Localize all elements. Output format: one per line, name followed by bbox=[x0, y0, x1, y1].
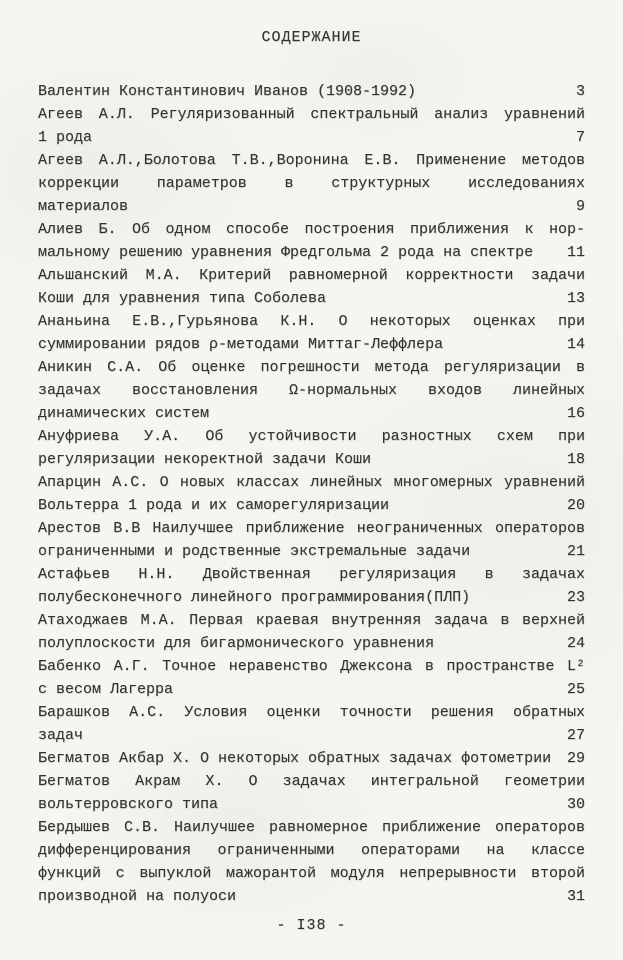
toc-entry-line: Алиев Б. Об одном способе построения приближения к нор- bbox=[38, 221, 585, 238]
toc-entry-line: суммировании рядов ρ-методами Миттаг-Леффлера bbox=[38, 336, 444, 353]
toc-entry-line: динамических систем bbox=[38, 405, 210, 422]
page-number: 16 bbox=[566, 405, 585, 422]
page-number: 27 bbox=[566, 727, 585, 744]
toc-entry bbox=[38, 747, 585, 770]
page-number: 20 bbox=[566, 497, 585, 514]
toc-entry-line: дифференцирования ограниченными операторами на классе bbox=[38, 842, 585, 859]
toc-entry-line: Вольтерра 1 рода и их саморегуляризации bbox=[38, 497, 390, 514]
toc-entry-line: Валентин Константинович Иванов (1908-1992) bbox=[38, 83, 417, 100]
toc-entry-line: Бегматов Акбар Х. О некоторых обратных задачах фотометрии bbox=[38, 750, 552, 767]
toc-entry bbox=[38, 149, 585, 218]
page-number: 13 bbox=[566, 290, 585, 307]
page-title: СОДЕРЖАНИЕ bbox=[261, 29, 362, 46]
toc-entry-line: Апарцин А.С. О новых классах линейных многомерных уравнений bbox=[38, 474, 585, 491]
toc-entry-line: Агеев А.Л. Регуляризованный спектральный анализ уравнений bbox=[38, 106, 585, 123]
toc-entry bbox=[38, 517, 585, 563]
page-number: 9 bbox=[575, 198, 585, 215]
toc-entry-line: регуляризации некоректной задачи Коши bbox=[38, 451, 372, 468]
page-number: 24 bbox=[566, 635, 585, 652]
toc-entry bbox=[38, 563, 585, 609]
toc-entry bbox=[38, 471, 585, 517]
toc-entry bbox=[38, 356, 585, 425]
toc-entry-line: Барашков А.С. Условия оценки точности решения обратных bbox=[38, 704, 585, 721]
page-number: 23 bbox=[566, 589, 585, 606]
toc-entry-line: с весом Лагерра bbox=[38, 681, 174, 698]
toc-entry-line: материалов bbox=[38, 198, 129, 215]
toc-entry-line: Бегматов Акрам Х. О задачах интегральной геометрии bbox=[38, 773, 585, 790]
toc-entry-line: Альшанский М.А. Критерий равномерной корректности задачи bbox=[38, 267, 585, 284]
toc-entry-line: Агеев А.Л.,Болотова Т.В.,Воронина Е.В. Применение методов bbox=[38, 152, 585, 169]
page-number: 11 bbox=[566, 244, 585, 261]
page-footer: - I38 - bbox=[276, 917, 347, 934]
toc-entry bbox=[38, 218, 585, 264]
toc-entry-line: Коши для уравнения типа Соболева bbox=[38, 290, 327, 307]
toc-entry-line: коррекции параметров в структурных исследованиях bbox=[38, 175, 585, 192]
toc-entry-line: Бабенко А.Г. Точное неравенство Джексона в пространстве L² bbox=[38, 658, 585, 675]
page-number: 31 bbox=[566, 888, 585, 905]
toc-entry bbox=[38, 770, 585, 816]
toc-entry-line: полуплоскости для бигармонического уравнения bbox=[38, 635, 435, 652]
page-number: 21 bbox=[566, 543, 585, 560]
page-number: 30 bbox=[566, 796, 585, 813]
page-number: 18 bbox=[566, 451, 585, 468]
toc-entry-line: функций с выпуклой мажорантой модуля непрерывности второй bbox=[38, 865, 585, 882]
toc-entry-line: Ануфриева У.А. Об устойчивости разностных схем при bbox=[38, 428, 585, 445]
toc-entry bbox=[38, 103, 585, 149]
toc-entry bbox=[38, 701, 585, 747]
toc-entry bbox=[38, 264, 585, 310]
toc-entry-line: Астафьев Н.Н. Двойственная регуляризация в задачах bbox=[38, 566, 585, 583]
toc-entry bbox=[38, 655, 585, 701]
toc-entry-line: 1 рода bbox=[38, 129, 93, 146]
toc-entry-line: Атаходжаев М.А. Первая краевая внутренняя задача в верхней bbox=[38, 612, 585, 629]
page-number: 29 bbox=[566, 750, 585, 767]
toc-entry-line: задачах восстановления Ω-нормальных входов линейных bbox=[38, 382, 585, 399]
toc-entry-line: ограниченными и родственные экстремальные задачи bbox=[38, 543, 471, 560]
toc-entry-line: полубесконечного линейного программирования(ПЛП) bbox=[38, 589, 471, 606]
page-number: 7 bbox=[575, 129, 585, 146]
toc-entry-line: задач bbox=[38, 727, 84, 744]
toc-entry bbox=[38, 80, 585, 103]
toc-entry bbox=[38, 310, 585, 356]
toc-entry bbox=[38, 609, 585, 655]
toc-entry-line: Бердышев С.В. Наилучшее равномерное приближение операторов bbox=[38, 819, 585, 836]
toc-entry-line: мальному решению уравнения Фредгольма 2 рода на спектре bbox=[38, 244, 534, 261]
toc-entry bbox=[38, 816, 585, 908]
page-number: 25 bbox=[566, 681, 585, 698]
toc-entry bbox=[38, 425, 585, 471]
toc-entries bbox=[38, 80, 585, 908]
toc-entry-line: Арестов В.В Наилучшее приближение неограниченных операторов bbox=[38, 520, 585, 537]
toc-entry-line: Ананьина Е.В.,Гурьянова К.Н. О некоторых оценках при bbox=[38, 313, 585, 330]
toc-entry-line: Аникин С.А. Об оценке погрешности метода регуляризации в bbox=[38, 359, 585, 376]
page-number: 3 bbox=[575, 83, 585, 100]
toc-entry-line: вольтерровского типа bbox=[38, 796, 219, 813]
page-number: 14 bbox=[566, 336, 585, 353]
toc-entry-line: производной на полуоси bbox=[38, 888, 237, 905]
